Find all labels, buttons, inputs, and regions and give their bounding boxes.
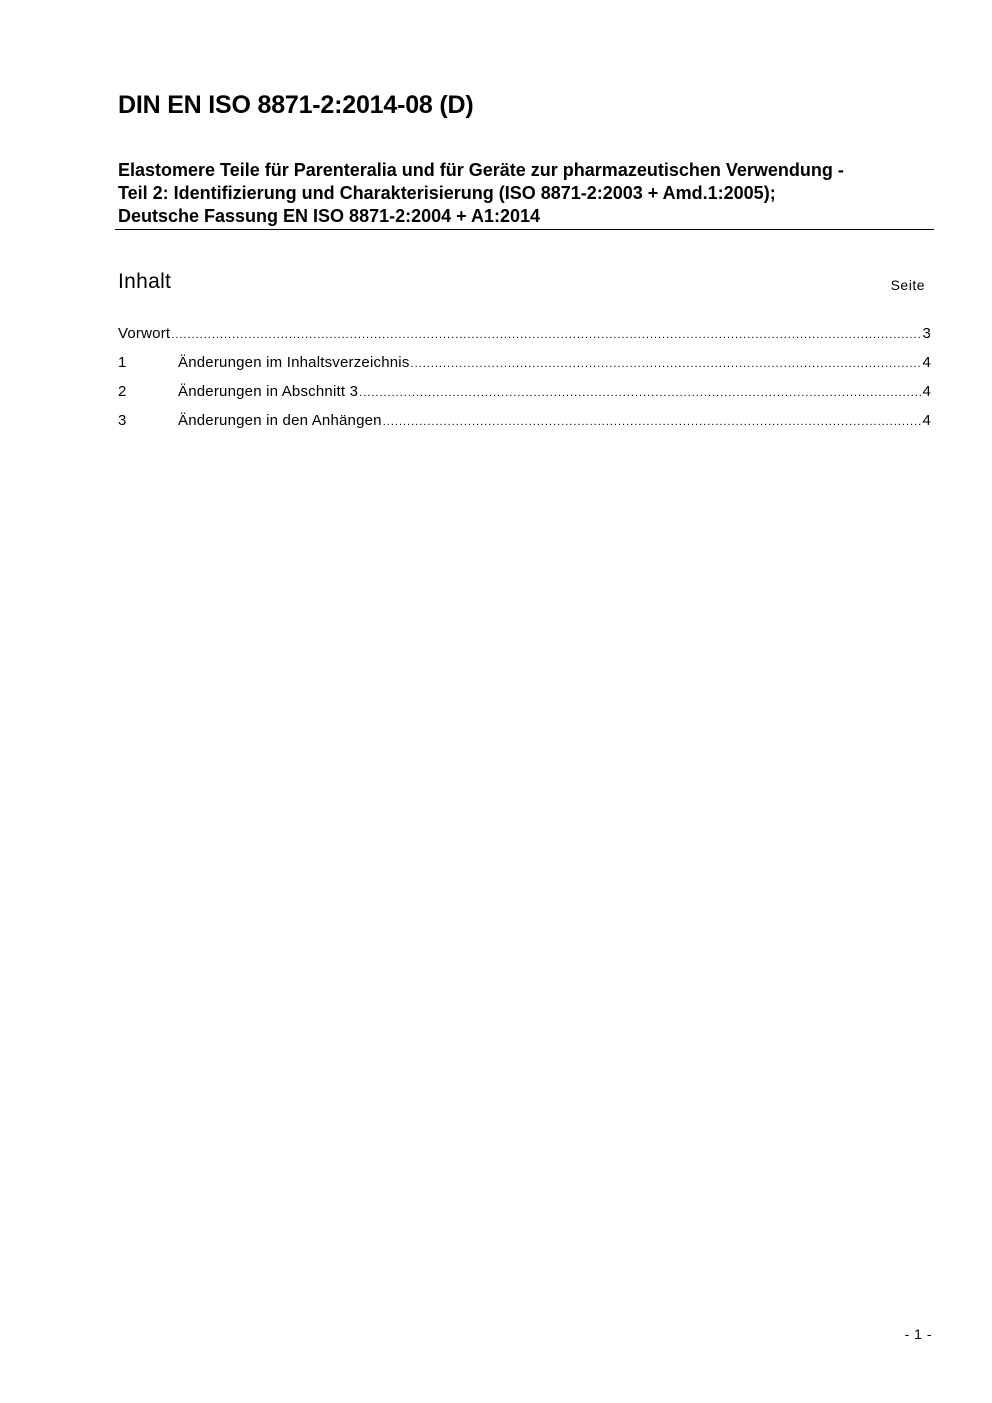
toc-entry-3[interactable] (118, 410, 931, 439)
title-line: Teil 2: Identifizierung und Charakterisierung (ISO 8871-2:2003 + Amd.1:2005); (118, 183, 776, 203)
toc-entry-2[interactable] (118, 381, 931, 410)
table-of-contents (118, 323, 931, 439)
title-line: Elastomere Teile für Parenteralia und für Geräte zur pharmazeutischen Verwendung - (118, 160, 844, 180)
document-title (118, 159, 932, 228)
toc-dot-leader (411, 353, 922, 375)
toc-page-column-label: Seite (890, 277, 925, 293)
toc-dot-leader (171, 324, 921, 346)
toc-entry-title: Änderungen in den Anhängen (178, 412, 382, 429)
toc-entry-page: 4 (922, 412, 931, 429)
toc-entry-title: Vorwort (118, 325, 171, 342)
toc-dot-leader (383, 411, 922, 433)
toc-entry-title: Änderungen im Inhaltsverzeichnis (178, 354, 410, 371)
toc-entry-page: 4 (922, 383, 931, 400)
toc-entry-page: 4 (922, 354, 931, 371)
toc-entry-page: 3 (922, 325, 931, 342)
page-number: - 1 - (904, 1326, 932, 1342)
title-line: Deutsche Fassung EN ISO 8871-2:2004 + A1:2014 (118, 206, 541, 226)
toc-entry-title: Änderungen in Abschnitt 3 (178, 383, 359, 400)
toc-entry-number: 2 (118, 383, 127, 400)
toc-entry-number: 3 (118, 412, 127, 429)
toc-entry-number: 1 (118, 354, 127, 371)
toc-entry-1[interactable] (118, 352, 931, 381)
toc-heading: Inhalt (118, 270, 172, 293)
toc-dot-leader (359, 382, 921, 404)
document-id: DIN EN ISO 8871-2:2014-08 (D) (118, 91, 474, 119)
toc-entry-vorwort[interactable] (118, 323, 931, 352)
title-underline (115, 229, 934, 230)
